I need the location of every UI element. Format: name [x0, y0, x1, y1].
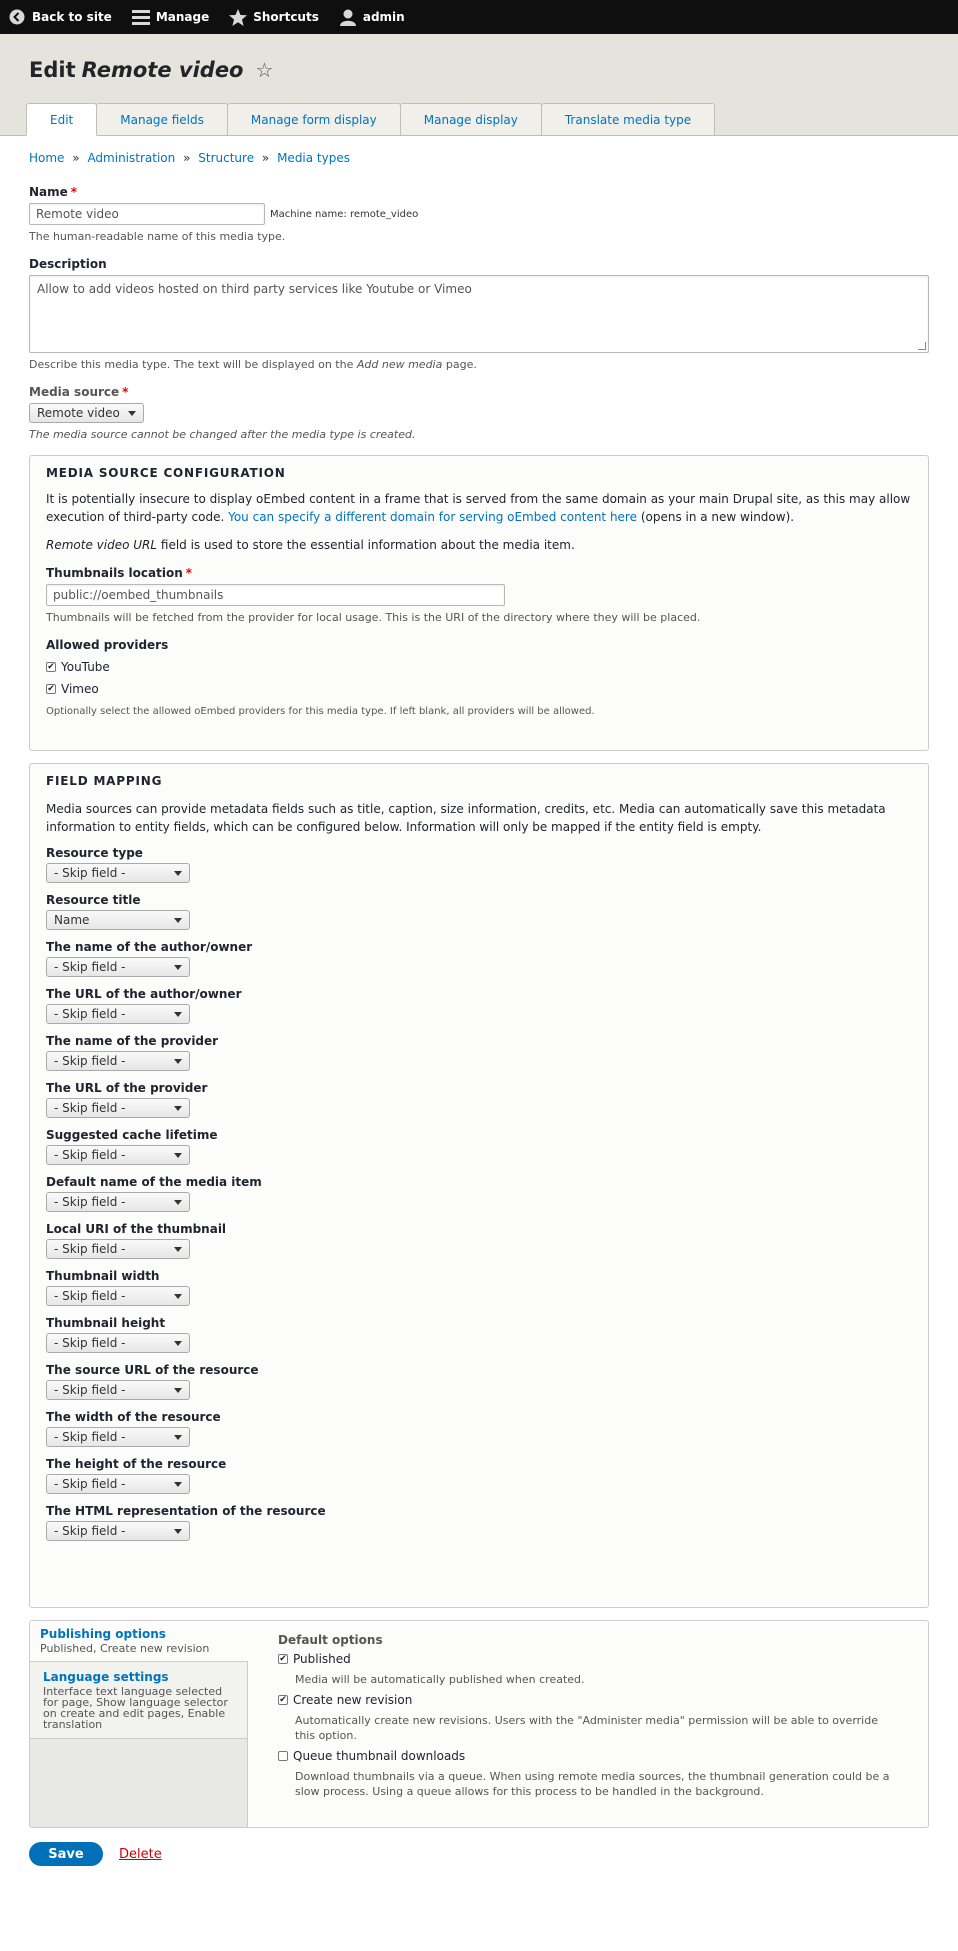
oembed-domain-link[interactable]: You can specify a different domain for serving oEmbed content here	[228, 510, 637, 524]
chevron-down-icon	[174, 1294, 182, 1299]
vertical-tabs-menu	[30, 1621, 248, 1827]
field-mapping-item	[46, 1457, 912, 1494]
page-title-entity: Remote video	[81, 58, 244, 82]
field-mapping-item	[46, 940, 912, 977]
tab-manage-form-display[interactable]: Manage form display	[227, 103, 401, 135]
field-mapping-select-value: - Skip field -	[54, 1148, 126, 1162]
field-mapping-label: The name of the provider	[46, 1034, 219, 1048]
field-mapping-select[interactable]	[46, 863, 190, 883]
field-mapping-label: Default name of the media item	[46, 1175, 262, 1189]
chevron-down-icon	[174, 1106, 182, 1111]
field-mapping-item	[46, 846, 912, 883]
media-source-config-legend: MEDIA SOURCE CONFIGURATION	[46, 466, 286, 480]
page-header	[0, 34, 958, 136]
breadcrumb	[29, 151, 929, 167]
thumbnails-location-description: Thumbnails will be fetched from the provider for local usage. This is the URI of the directory where they will be placed.	[46, 611, 701, 624]
description-label: Description	[29, 257, 107, 271]
hamburger-icon	[132, 8, 150, 26]
checkbox-checked-icon[interactable]: ✔	[279, 1694, 287, 1705]
thumbnails-location-group	[46, 566, 912, 624]
field-mapping-item	[46, 1363, 912, 1400]
field-mapping-item	[46, 1081, 912, 1118]
allowed-providers-label: Allowed providers	[46, 638, 169, 652]
field-mapping-item	[46, 1175, 912, 1212]
chevron-down-icon	[174, 918, 182, 923]
tab-manage-display[interactable]: Manage display	[400, 103, 542, 135]
field-mapping-label: The name of the author/owner	[46, 940, 253, 954]
description-textarea[interactable]	[29, 275, 929, 353]
page-title-prefix: Edit	[29, 58, 76, 82]
field-mapping-select-value: - Skip field -	[54, 1383, 126, 1397]
field-mapping-item	[46, 1128, 912, 1165]
machine-name: Machine name: remote_video	[270, 208, 419, 220]
shortcuts-menu[interactable]	[229, 8, 319, 26]
checkbox-checked-icon[interactable]: ✔	[279, 1653, 287, 1664]
media-source-description: The media source cannot be changed after the media type is created.	[29, 428, 416, 441]
field-mapping-label: The width of the resource	[46, 1410, 221, 1424]
field-mapping-item	[46, 1222, 912, 1259]
chevron-down-icon	[174, 1153, 182, 1158]
name-description: The human-readable name of this media type.	[29, 230, 286, 243]
oembed-warning: It is potentially insecure to display oEmbed content in a frame that is served from the same domain as your main Drupal site, as this may allow execution of third-party code. You can specify a different domain for serving oEmbed content here (opens in a new window).	[46, 492, 911, 524]
checkbox-checked-icon[interactable]: ✔	[47, 683, 55, 694]
chevron-down-icon	[174, 1388, 182, 1393]
chevron-down-icon	[174, 1482, 182, 1487]
allowed-providers-group	[46, 638, 912, 717]
manage-label: Manage	[155, 10, 210, 24]
thumbnails-location-label: Thumbnails location *	[46, 566, 193, 580]
chevron-down-icon	[174, 1059, 182, 1064]
field-mapping-item	[46, 1410, 912, 1447]
field-mapping-item	[46, 1034, 912, 1071]
media-source-select[interactable]: Remote video	[29, 403, 144, 423]
field-mapping-select[interactable]	[46, 1004, 190, 1024]
option-create-new-revision-description: Automatically create new revisions. Users with the "Administer media" permission will be able to override this option.	[295, 1714, 878, 1742]
required-marker: *	[70, 185, 78, 199]
field-mapping-select[interactable]	[46, 957, 190, 977]
delete-link[interactable]: Delete	[119, 1846, 162, 1862]
field-mapping-select[interactable]	[46, 1427, 190, 1447]
chevron-down-icon	[174, 1012, 182, 1017]
admin-toolbar	[0, 0, 958, 34]
checkbox-checked-icon[interactable]: ✔	[47, 661, 55, 672]
chevron-down-icon	[174, 1247, 182, 1252]
field-mapping-select[interactable]	[46, 1239, 190, 1259]
field-mapping-label: The URL of the author/owner	[46, 987, 242, 1001]
description-field-group	[29, 257, 929, 371]
provider-vimeo[interactable]: ✔ Vimeo	[47, 682, 99, 696]
breadcrumb-separator: »	[183, 151, 191, 165]
field-mapping-label: Suggested cache lifetime	[46, 1128, 218, 1142]
field-mapping-select-value: - Skip field -	[54, 866, 126, 880]
url-field-info: Remote video URL field is used to store the essential information about the media item.	[46, 538, 575, 552]
chevron-down-icon	[174, 1341, 182, 1346]
name-field-group	[29, 185, 929, 243]
field-mapping-select-value: - Skip field -	[54, 1524, 126, 1538]
field-mapping-select-value: Name	[54, 913, 90, 927]
field-mapping-intro: Media sources can provide metadata fields such as title, caption, size information, credits, etc. Media can automatically save this metadata information to entity fields, which can be configured below. Information will only be mapped if the entity field is empty.	[46, 802, 886, 834]
field-mapping-legend: FIELD MAPPING	[46, 774, 163, 788]
option-queue-thumbnail-downloads-description: Download thumbnails via a queue. When using remote media sources, the thumbnail generation could be a slow process. Using a queue allows for this process to be handled in the background.	[295, 1770, 890, 1798]
option-create-new-revision[interactable]: ✔ Create new revision	[279, 1693, 413, 1707]
description-value: Allow to add videos hosted on third party services like Youtube or Vimeo	[37, 282, 472, 296]
chevron-down-icon	[174, 871, 182, 876]
field-mapping-select[interactable]	[46, 1098, 190, 1118]
bookmark-star-icon[interactable]: ☆	[255, 58, 274, 82]
tab-translate-media-type[interactable]: Translate media type	[541, 103, 715, 135]
field-mapping	[29, 763, 929, 1608]
field-mapping-select-value: - Skip field -	[54, 1054, 126, 1068]
vtab-summary: Interface text language selected for page, Show language selector on create and edit pages, Enable translation	[43, 1685, 228, 1731]
field-mapping-label: The height of the resource	[46, 1457, 227, 1471]
media-source-field-group	[29, 385, 929, 441]
vtab-summary: Published, Create new revision	[40, 1642, 210, 1655]
chevron-down-icon	[174, 1200, 182, 1205]
option-queue-thumbnail-downloads[interactable]: Queue thumbnail downloads	[278, 1749, 898, 1763]
back-to-site-link[interactable]	[8, 8, 112, 26]
field-mapping-label: Resource type	[46, 846, 143, 860]
page-title	[29, 60, 958, 80]
primary-tabs	[26, 103, 714, 136]
field-mapping-label: The URL of the provider	[46, 1081, 208, 1095]
publishing-options-pane	[248, 1621, 928, 1827]
vtab-language-settings[interactable]	[30, 1662, 247, 1739]
user-menu[interactable]	[339, 8, 405, 26]
field-mapping-label: Thumbnail width	[46, 1269, 160, 1283]
field-mapping-select[interactable]	[46, 1286, 190, 1306]
provider-youtube[interactable]: ✔ YouTube	[47, 660, 110, 674]
field-mapping-select[interactable]	[46, 1192, 190, 1212]
option-published[interactable]: ✔ Published	[279, 1652, 351, 1666]
user-icon	[339, 8, 357, 26]
field-mapping-select[interactable]	[46, 1521, 190, 1541]
checkbox-unchecked-icon[interactable]	[278, 1751, 288, 1761]
chevron-down-icon	[128, 411, 136, 416]
allowed-providers-description: Optionally select the allowed oEmbed providers for this media type. If left blank, all providers will be allowed.	[46, 706, 595, 717]
field-mapping-item	[46, 893, 912, 930]
field-mapping-item	[46, 1316, 912, 1353]
field-mapping-item	[46, 987, 912, 1024]
field-mapping-select-value: - Skip field -	[54, 1289, 126, 1303]
chevron-down-icon	[174, 965, 182, 970]
field-mapping-label: Thumbnail height	[46, 1316, 166, 1330]
save-button[interactable]: Save	[29, 1842, 103, 1866]
chevron-down-icon	[174, 1529, 182, 1534]
field-mapping-select[interactable]	[46, 1051, 190, 1071]
field-mapping-label: Local URI of the thumbnail	[46, 1222, 227, 1236]
field-mapping-label: The source URL of the resource	[46, 1363, 259, 1377]
field-mapping-list	[46, 846, 912, 1541]
back-arrow-icon	[8, 8, 26, 26]
user-label: admin	[362, 10, 405, 24]
tab-manage-fields[interactable]: Manage fields	[96, 103, 228, 135]
vtab-title: Publishing options	[40, 1627, 166, 1641]
form-actions	[29, 1842, 929, 1866]
vtab-publishing-options[interactable]	[30, 1621, 248, 1662]
option-published-description: Media will be automatically published when created.	[295, 1673, 585, 1686]
tab-edit[interactable]: Edit	[26, 103, 97, 136]
field-mapping-item	[46, 1269, 912, 1306]
field-mapping-select[interactable]	[46, 1333, 190, 1353]
field-mapping-select-value: - Skip field -	[54, 1101, 126, 1115]
name-input[interactable]: Remote video	[29, 203, 265, 225]
breadcrumb-media-types[interactable]: Media types	[277, 151, 350, 165]
resize-grip-icon[interactable]	[918, 342, 926, 350]
field-mapping-label: Resource title	[46, 893, 141, 907]
field-mapping-select[interactable]	[46, 910, 190, 930]
field-mapping-select[interactable]	[46, 1380, 190, 1400]
star-icon	[229, 8, 247, 26]
field-mapping-select[interactable]	[46, 1474, 190, 1494]
field-mapping-select-value: - Skip field -	[54, 1195, 126, 1209]
chevron-down-icon	[174, 1435, 182, 1440]
field-mapping-label: The HTML representation of the resource	[46, 1504, 326, 1518]
field-mapping-select-value: - Skip field -	[54, 1007, 126, 1021]
manage-menu[interactable]	[132, 8, 209, 26]
field-mapping-select-value: - Skip field -	[54, 1336, 126, 1350]
breadcrumb-home[interactable]: Home	[29, 151, 65, 165]
breadcrumb-separator: »	[261, 151, 270, 165]
field-mapping-select-value: - Skip field -	[54, 1430, 126, 1444]
field-mapping-select-value: - Skip field -	[54, 1477, 126, 1491]
back-to-site-label: Back to site	[32, 10, 112, 24]
field-mapping-select-value: - Skip field -	[54, 960, 126, 974]
breadcrumb-administration[interactable]: Administration	[87, 151, 176, 165]
shortcuts-label: Shortcuts	[253, 10, 319, 24]
vertical-tabs	[29, 1620, 929, 1828]
description-help: Describe this media type. The text will be displayed on the Add new media page.	[29, 358, 477, 371]
vtab-title: Language settings	[43, 1670, 169, 1684]
breadcrumb-structure[interactable]: Structure	[198, 151, 255, 165]
field-mapping-item	[46, 1504, 912, 1541]
name-label: Name *	[29, 185, 78, 199]
media-source-label: Media source *	[29, 385, 129, 399]
media-source-configuration	[29, 455, 929, 751]
default-options-heading: Default options	[278, 1633, 383, 1647]
field-mapping-select-value: - Skip field -	[54, 1242, 126, 1256]
thumbnails-location-input[interactable]: public://oembed_thumbnails	[46, 584, 505, 606]
field-mapping-select[interactable]	[46, 1145, 190, 1165]
breadcrumb-separator: »	[72, 151, 80, 165]
